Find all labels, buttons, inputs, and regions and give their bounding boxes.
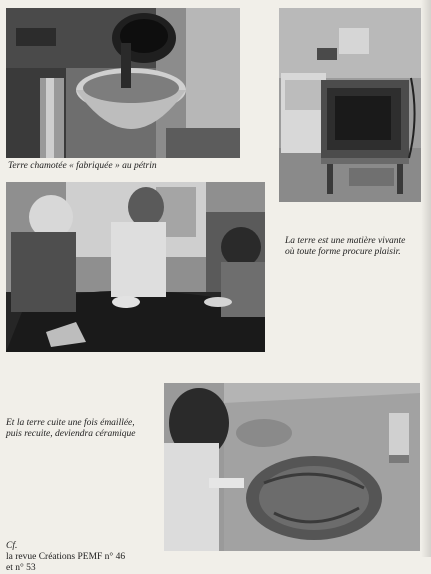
reference-prefix: Cf. [6,541,18,551]
quote-glazed-ceramic: Et la terre cuite une fois émaillée, puis recuite, deviendra céramique [6,418,136,439]
page-edge-shadow [421,0,431,557]
photo-child-glazing [164,383,420,551]
photo-kiln [279,8,421,202]
caption-clay: Terre chamotée « fabriquée » au pétrin [8,161,157,171]
reference-note [6,530,166,574]
quote-living-matter: La terre est une matière vivante où toute forme procure plaisir. [285,236,406,257]
photo-clay-mixer [6,8,240,158]
photo-children-modeling [6,182,265,352]
reference-text: la revue Créations PEMF n° 46 et n° 53 [6,552,126,573]
